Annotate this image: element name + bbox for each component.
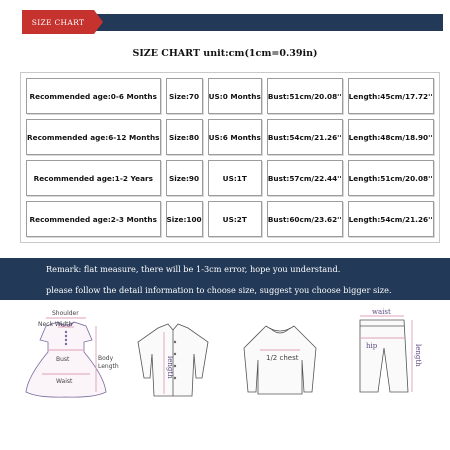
size-table-body — [26, 78, 434, 237]
table-cell: Length:48cm/18.90'' — [348, 119, 434, 155]
table-cell: Length:45cm/17.72'' — [348, 78, 434, 114]
table-cell: Size:70 — [166, 78, 203, 114]
sweater-diagram — [232, 308, 328, 400]
shirt-length-label: length — [166, 356, 174, 379]
table-cell: Recommended age:1-2 Years — [26, 160, 161, 196]
size-table — [20, 72, 440, 243]
table-cell: US:2T — [208, 201, 262, 237]
pants-hip-label: hip — [366, 342, 378, 350]
table-cell: Size:90 — [166, 160, 203, 196]
table-row — [26, 201, 434, 237]
size-chart-tag — [22, 10, 94, 34]
table-row — [26, 119, 434, 155]
remark-line-1: Remark: flat measure, there will be 1-3cm error, hope you understand. — [46, 264, 341, 274]
table-cell: Recommended age:2-3 Months — [26, 201, 161, 237]
table-cell: Bust:54cm/21.26'' — [267, 119, 343, 155]
dress-body-label: Body — [98, 355, 114, 362]
chart-title: SIZE CHART unit:cm(1cm=0.39in) — [132, 48, 318, 59]
dress-length-label: Length — [98, 363, 119, 370]
table-row — [26, 160, 434, 196]
pants-waist-label: waist — [372, 308, 391, 316]
dress-waist-label: Waist — [56, 378, 73, 385]
table-cell: US:1T — [208, 160, 262, 196]
pants-drawing — [360, 320, 408, 392]
pants-diagram — [340, 308, 430, 400]
dress-neck-width-label: Neck Width — [38, 321, 73, 328]
dress-diagram — [14, 308, 124, 400]
table-cell: Size:80 — [166, 119, 203, 155]
table-cell: Recommended age:6-12 Months — [26, 119, 161, 155]
table-cell: Bust:60cm/23.62'' — [267, 201, 343, 237]
dress-shoulder-label: Shoulder — [52, 310, 79, 317]
table-cell: Length:54cm/21.26'' — [348, 201, 434, 237]
pants-length-label: length — [414, 344, 422, 367]
table-cell: Size:100 — [166, 201, 203, 237]
remark-line-2: please follow the detail information to choose size, suggest you choose bigger size. — [46, 285, 392, 295]
table-cell: Recommended age:0-6 Months — [26, 78, 161, 114]
sweater-chest-label: 1/2 chest — [266, 354, 299, 362]
table-row — [26, 78, 434, 114]
table-cell: Length:51cm/20.08'' — [348, 160, 434, 196]
table-cell: US:0 Months — [208, 78, 262, 114]
shirt-diagram — [128, 308, 218, 400]
table-cell: Bust:57cm/22.44'' — [267, 160, 343, 196]
size-chart-tag-label: SIZE CHART — [31, 17, 85, 27]
dress-bust-label: Bust — [56, 356, 70, 363]
table-cell: Bust:51cm/20.08'' — [267, 78, 343, 114]
table-cell: US:6 Months — [208, 119, 262, 155]
